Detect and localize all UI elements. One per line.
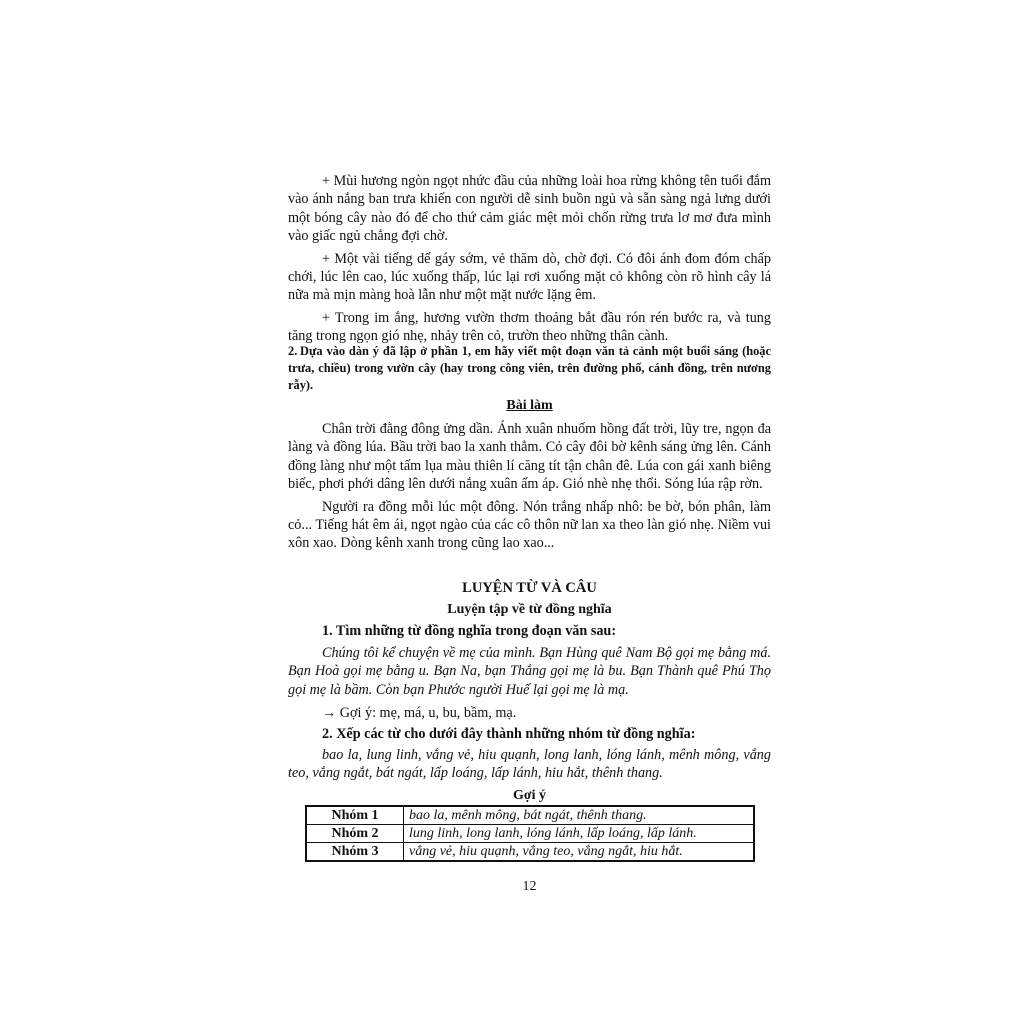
table-row (306, 806, 754, 825)
synonym-groups-table (305, 805, 755, 862)
table-title: Gợi ý (512, 788, 547, 803)
exercise-1-passage: Chúng tôi kể chuyện về mẹ của mình. Bạn Hùng quê Nam Bộ gọi mẹ bằng má. Bạn Hoà gọi mẹ bằng u. Bạn Na, bạn Thắng gọi mẹ là bu. Bạn Thành quê Phú Thọ gọi mẹ là bầm. Còn bạn Phước người Huế lại gọi mẹ là mạ. (288, 645, 771, 698)
table-row (306, 843, 754, 862)
group-words: bao la, mênh mông, bát ngát, thênh thang. (404, 806, 755, 825)
group-words: vắng vẻ, hiu quạnh, vắng teo, vắng ngắt, hiu hắt. (404, 843, 755, 862)
intro-paragraph: + Một vài tiếng dế gáy sớm, vẻ thăm dò, chờ đợi. Có đôi ánh đom đóm chấp chới, lúc lên cao, lúc xuống thấp, lúc lại rơi xuống mặt cỏ không còn rõ hình cây lá nữa mà mịn màng hoà lẫn như một mặt nước lặng êm. (288, 250, 771, 304)
task-2-prompt (288, 343, 771, 394)
section-heading: LUYỆN TỪ VÀ CÂU (462, 580, 597, 596)
exercise-1-hint: → Gợi ý: mẹ, má, u, bu, bầm, mạ. (322, 705, 517, 721)
section-subheading: Luyện tập về từ đồng nghĩa (447, 602, 612, 617)
essay-paragraph: Chân trời đằng đông ửng dần. Ánh xuân nhuốm hồng đất trời, lũy tre, ngọn đa làng và đồng lúa. Bầu trời bao la xanh thẳm. Cỏ cây đôi bờ kênh sáng ửng lên. Cánh đồng làng như một tấm lụa màu thiên lí căng tít tận chân đê. Lúa con gái xanh biêng biếc, phơi phới dâng lên dưới nắng xuân ấm áp. Gió nhè nhẹ thổi. Sóng lúa rập rờn. (288, 421, 771, 493)
intro-paragraph: + Trong im ắng, hương vườn thơm thoảng bắt đầu rón rén bước ra, và tung tăng trong ngọn gió nhẹ, nhảy trên cỏ, trườn theo những thân cành. (288, 309, 771, 345)
group-words: lung linh, long lanh, lóng lánh, lấp loáng, lấp lánh. (404, 825, 755, 843)
intro-paragraph: + Mùi hương ngòn ngọt nhức đầu của những loài hoa rừng không tên tuổi đắm vào ánh nắng ban trưa khiến con người dễ sinh buồn ngủ và sẵn sàng ngả lưng dưới một bóng cây nào đó để cho thứ cảm giác mệt mỏi chốn rừng trưa lơ mơ đưa mình vào giấc ngủ chẳng đợi chờ. (288, 173, 771, 245)
essay-section (288, 420, 771, 557)
book-page (288, 0, 771, 1024)
table-row (306, 825, 754, 843)
bai-lam-title: Bài làm (506, 398, 553, 413)
group-label: Nhóm 2 (306, 825, 404, 843)
exercise-1-title: 1. Tìm những từ đồng nghĩa trong đoạn văn sau: (322, 623, 617, 639)
page-number: 12 (522, 879, 537, 894)
essay-paragraph: Người ra đồng mỗi lúc một đông. Nón trắng nhấp nhô: be bờ, bón phân, làm cỏ... Tiếng hát êm ái, ngọt ngào của các cô thôn nữ lan xa theo làn gió nhẹ. Niềm vui xôn xao. Dòng kênh xanh trong cũng lao xao... (288, 498, 771, 552)
task-text: Dựa vào dàn ý đã lập ở phần 1, em hãy viết một đoạn văn tả cảnh một buổi sáng (hoặc trưa, chiều) trong vườn cây (hay trong công viên, trên đường phố, cánh đồng, trên nương rẫy). (288, 344, 771, 392)
exercise-2-title: 2. Xếp các từ cho dưới đây thành những nhóm từ đồng nghĩa: (322, 726, 696, 742)
group-label: Nhóm 3 (306, 843, 404, 862)
intro-section (288, 172, 771, 350)
exercise-2-word-list: bao la, lung linh, vắng vẻ, hiu quạnh, long lanh, lóng lánh, mênh mông, vắng teo, vắng ngắt, bát ngát, lấp loáng, lấp lánh, hiu hắt, thênh thang. (288, 747, 771, 782)
task-number: 2. (288, 344, 298, 358)
group-label: Nhóm 1 (306, 806, 404, 825)
